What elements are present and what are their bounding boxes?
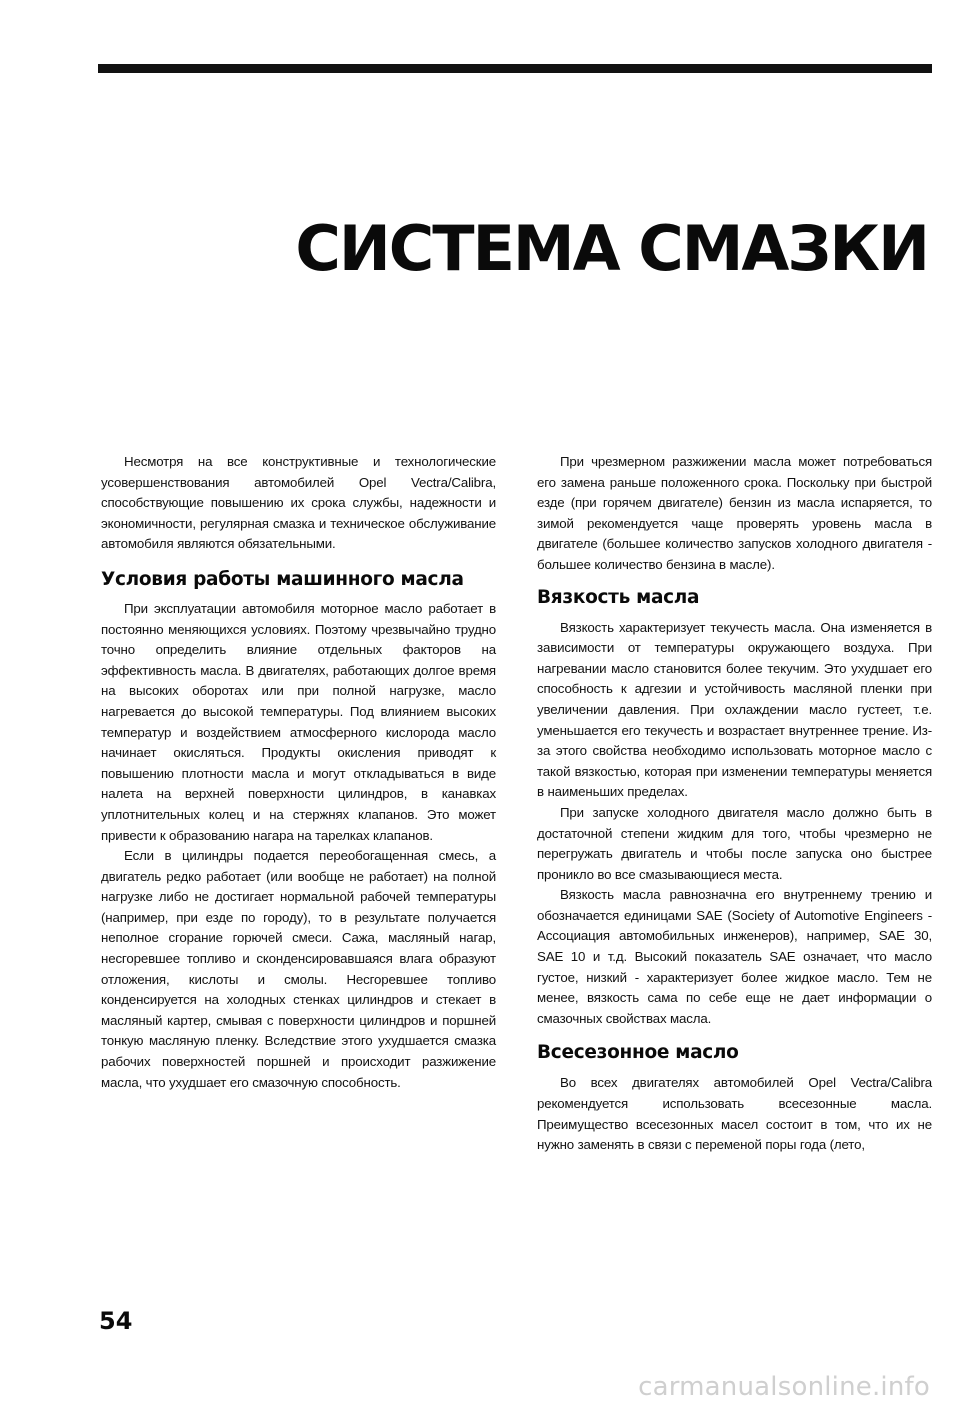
paragraph: Если в цилиндры подается переобогащенная смесь, а двигатель редко работает (или вообще не работает) на полной нагрузке либо не достигает нормальной рабочей температуры (например, при езде по городу), то в результате получается неполное сгорание горючей смеси. Сажа, масляный нагар, несгоревшее топливо и сконденсировавшаяся влага образуют отложения, кислоты и смолы. Несгоревшее топливо конденсируется на холодных стенках цилиндров и стекает в масляный картер, смывая с поверхности цилиндров и поршней тонкую масляную пленку. Вследствие этого ухудшается смазка рабочих поверхностей поршней и происходит разжижение масла, что ухудшает его смазочную способность.: [101, 848, 496, 1090]
page-number: 54: [99, 1307, 133, 1335]
top-rule: [98, 64, 932, 73]
section-title-viscosity: Вязкость масла: [537, 586, 700, 608]
section-title-oil-conditions: Условия работы машинного масла: [101, 568, 464, 590]
paragraph: Вязкость масла равнозначна его внутреннему трению и обозначается единицами SAE (Society of Automotive Engineers - Ассоциация автомобильных инженеров), например, SAE 30, SAE 10 и т.д. Высокий показатель SAE означает, что масло густое, низкий - характеризует более жидкое масло. Тем не менее, вязкость сама по себе еще не дает информации о смазочных свойствах масла.: [537, 887, 932, 1026]
left-column: [101, 452, 496, 1093]
paragraph: Вязкость характеризует текучесть масла. Она изменяется в зависимости от температуры окружающего воздуха. При нагревании масло становится более текучим. Это ухудшает его способность к адгезии и устойчивость масляной пленки при увеличении давления. При охлаждении масло густеет, т.е. уменьшается его текучесть и возрастает внутреннее трение. Из-за этого свойства необходимо использовать моторное масло с такой вязкостью, которая при изменении температуры меняется в наименьших пределах.: [537, 619, 932, 800]
watermark: carmanualsonline.info: [638, 1372, 930, 1402]
section-title-all-season-oil: Всесезонное масло: [537, 1042, 739, 1064]
intro-paragraph: Несмотря на все конструктивные и технологические усовершенствования автомобилей Opel Vectra/Calibra, способствующие повышению их срока службы, надежности и экономичности, регулярная смазка и техническое обслуживание автомобиля являются обязательными.: [101, 454, 496, 552]
right-column: [537, 452, 932, 1156]
chapter-title: СИСТЕМА СМАЗКИ: [295, 212, 928, 285]
paragraph: При чрезмерном разжижении масла может потребоваться его замена раньше положенного срока. Поскольку при быстрой езде (при горячем двигателе) бензин из масла испаряется, то зимой рекомендуется чаще проверять уровень масла в двигателе (большее количество запусков холодного двигателя - большее количество бензина в масле).: [537, 454, 932, 572]
paragraph: При запуске холодного двигателя масло должно быть в достаточной степени жидким для того, чтобы чрезмерно не перегружать двигатель и чтобы после запуска оно быстрее проникло во все смазывающиеся места.: [537, 804, 932, 882]
paragraph: При эксплуатации автомобиля моторное масло работает в постоянно меняющихся условиях. Поэтому чрезвычайно трудно точно определить влияние отдельных факторов на эффективность масла. В двигателях, работающих долгое время на высоких оборотах или при полной нагрузке, масло нагревается до высокой температуры. Под влиянием высоких температур и воздействием атмосферного кислорода масло начинает окисляться. Продукты окисления приводят к повышению плотности масла и могут откладываться в виде налета на верхней поверхности цилиндров, в канавках уплотнительных колец и на стержнях клапанов. Это может привести к образованию нагара на тарелках клапанов.: [101, 600, 496, 843]
paragraph: Во всех двигателях автомобилей Opel Vectra/Calibra рекомендуется использовать всесезонные масла. Преимущество всесезонных масел состоит в том, что их не нужно заменять в связи с переменой поры года (лето,: [537, 1075, 932, 1153]
